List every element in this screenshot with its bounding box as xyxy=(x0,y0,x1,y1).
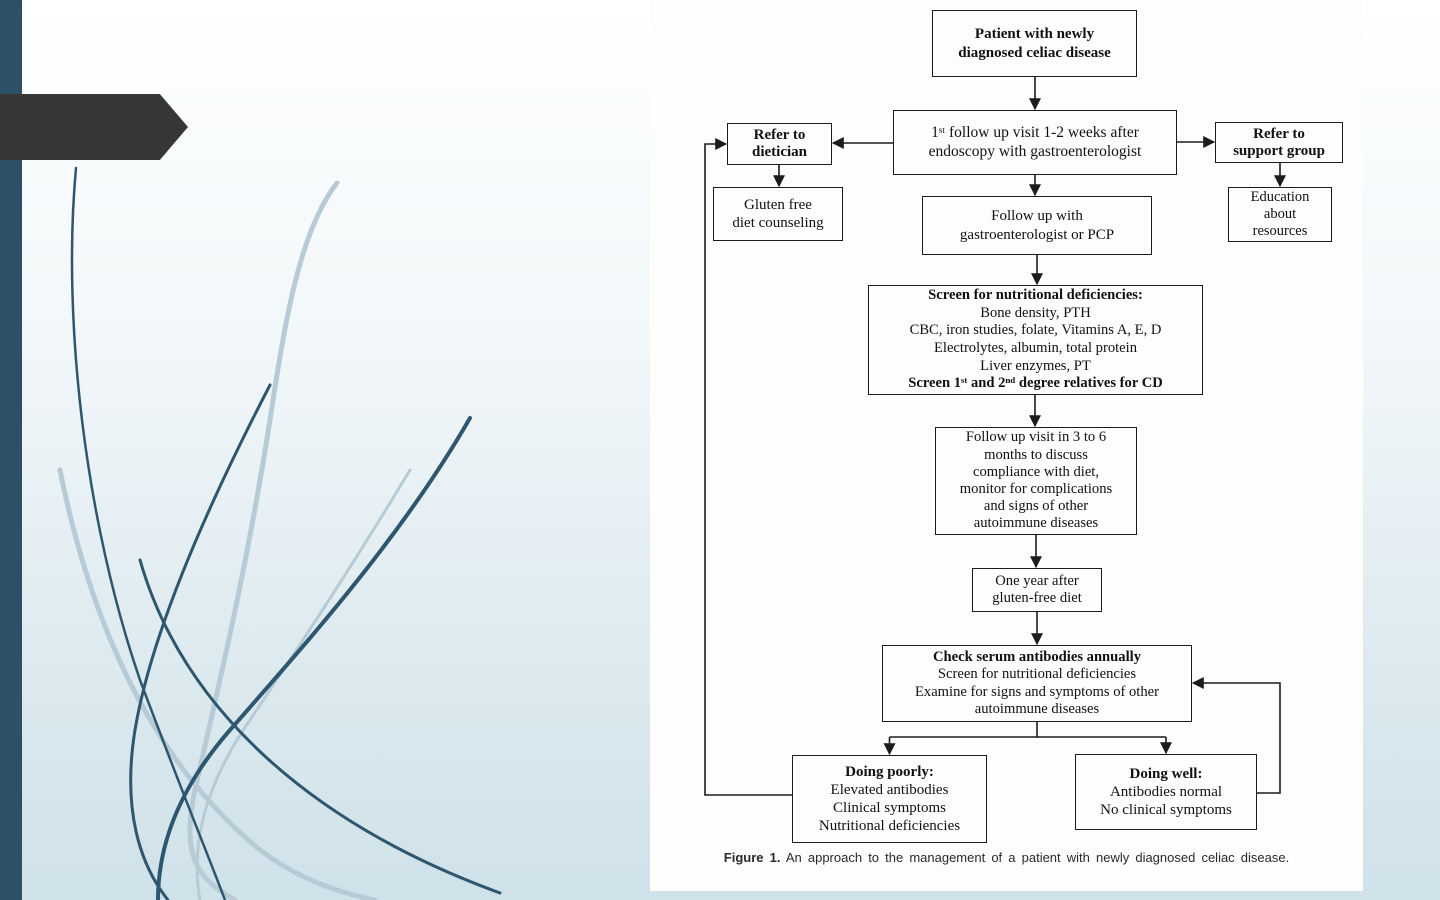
node-text-line: Follow up with xyxy=(991,208,1083,224)
node-text-line: autoimmune diseases xyxy=(974,700,1100,717)
node-text-line: Elevated antibodies xyxy=(830,782,949,798)
node-text-line: 1ˢᵗ follow up visit 1-2 weeks after xyxy=(931,124,1139,141)
arrow-banner-shape xyxy=(0,94,188,160)
figure-caption xyxy=(650,850,1363,865)
node-text-line: One year after xyxy=(995,573,1079,589)
node-doing-poorly xyxy=(792,755,987,843)
node-text-line: Follow up visit in 3 to 6 xyxy=(965,429,1107,446)
node-text-line: Gluten free xyxy=(744,196,812,213)
node-text-line: Screen for nutritional deficiencies xyxy=(937,666,1137,683)
figure-panel xyxy=(650,0,1363,891)
node-text-line: Nutritional deficiencies xyxy=(818,818,961,834)
node-first-followup xyxy=(893,110,1177,175)
node-text-line: endoscopy with gastroenterologist xyxy=(928,142,1142,160)
node-text-line: Antibodies normal xyxy=(1109,784,1223,800)
node-text-line: No clinical symptoms xyxy=(1100,802,1232,818)
swoosh-dark-curve xyxy=(131,385,270,900)
node-text-line: gastroenterologist or PCP xyxy=(959,226,1115,243)
node-text-line: Patient with newly xyxy=(974,26,1095,42)
node-text-line: dietician xyxy=(752,144,807,160)
node-refer-dietician xyxy=(727,123,832,165)
figure-caption-text: An approach to the management of a patient with newly diagnosed celiac disease. xyxy=(785,850,1290,865)
node-followup-pcp xyxy=(922,196,1152,255)
swoosh-light-curve xyxy=(197,470,410,900)
node-text-line: and signs of other xyxy=(983,498,1089,515)
node-screen-deficiencies xyxy=(868,285,1203,395)
node-text-line: diagnosed celiac disease xyxy=(958,44,1111,61)
node-text-line: Bone density, PTH xyxy=(980,304,1091,321)
node-patient xyxy=(932,10,1137,77)
node-text-line: Refer to xyxy=(753,127,806,143)
node-text-line: about xyxy=(1263,206,1297,222)
node-text-line: support group xyxy=(1233,142,1325,159)
swoosh-dark-curve xyxy=(140,560,500,893)
node-text-line: Doing well: xyxy=(1129,766,1203,782)
node-text-line: months to discuss xyxy=(984,446,1088,463)
node-text-line: Screen for nutritional deficiencies: xyxy=(928,287,1143,304)
node-text-line: Refer to xyxy=(1253,125,1305,142)
node-one-year xyxy=(972,568,1102,612)
node-check-serum xyxy=(882,645,1192,722)
connector-poorly-feedback-to-dietician xyxy=(705,144,792,795)
node-followup-3-6-months xyxy=(935,427,1137,535)
node-text-line: Doing poorly: xyxy=(845,764,934,780)
node-text-line: Education xyxy=(1250,189,1310,205)
node-text-line: Examine for signs and symptoms of other xyxy=(914,683,1159,700)
node-text-line: Screen 1ˢᵗ and 2ⁿᵈ degree relatives for CD xyxy=(908,375,1163,392)
node-gluten-free xyxy=(713,187,843,241)
node-text-line: Liver enzymes, PT xyxy=(980,357,1091,374)
node-doing-well xyxy=(1075,754,1257,830)
node-text-line: autoimmune diseases xyxy=(973,515,1099,532)
node-text-line: monitor for complications xyxy=(959,481,1113,497)
node-refer-support xyxy=(1215,122,1343,163)
node-text-line: Check serum antibodies annually xyxy=(933,648,1141,665)
node-text-line: Clinical symptoms xyxy=(833,800,946,816)
node-text-line: Electrolytes, albumin, total protein xyxy=(933,340,1138,356)
node-text-line: gluten-free diet xyxy=(992,590,1082,606)
node-education xyxy=(1228,187,1332,242)
figure-caption-label: Figure 1. xyxy=(723,850,781,865)
node-text-line: CBC, iron studies, folate, Vitamins A, E, D xyxy=(909,322,1162,339)
node-text-line: compliance with diet, xyxy=(972,463,1100,480)
swoosh-dark-curve xyxy=(158,418,470,900)
node-text-line: resources xyxy=(1252,223,1308,239)
node-text-line: diet counseling xyxy=(732,215,824,231)
